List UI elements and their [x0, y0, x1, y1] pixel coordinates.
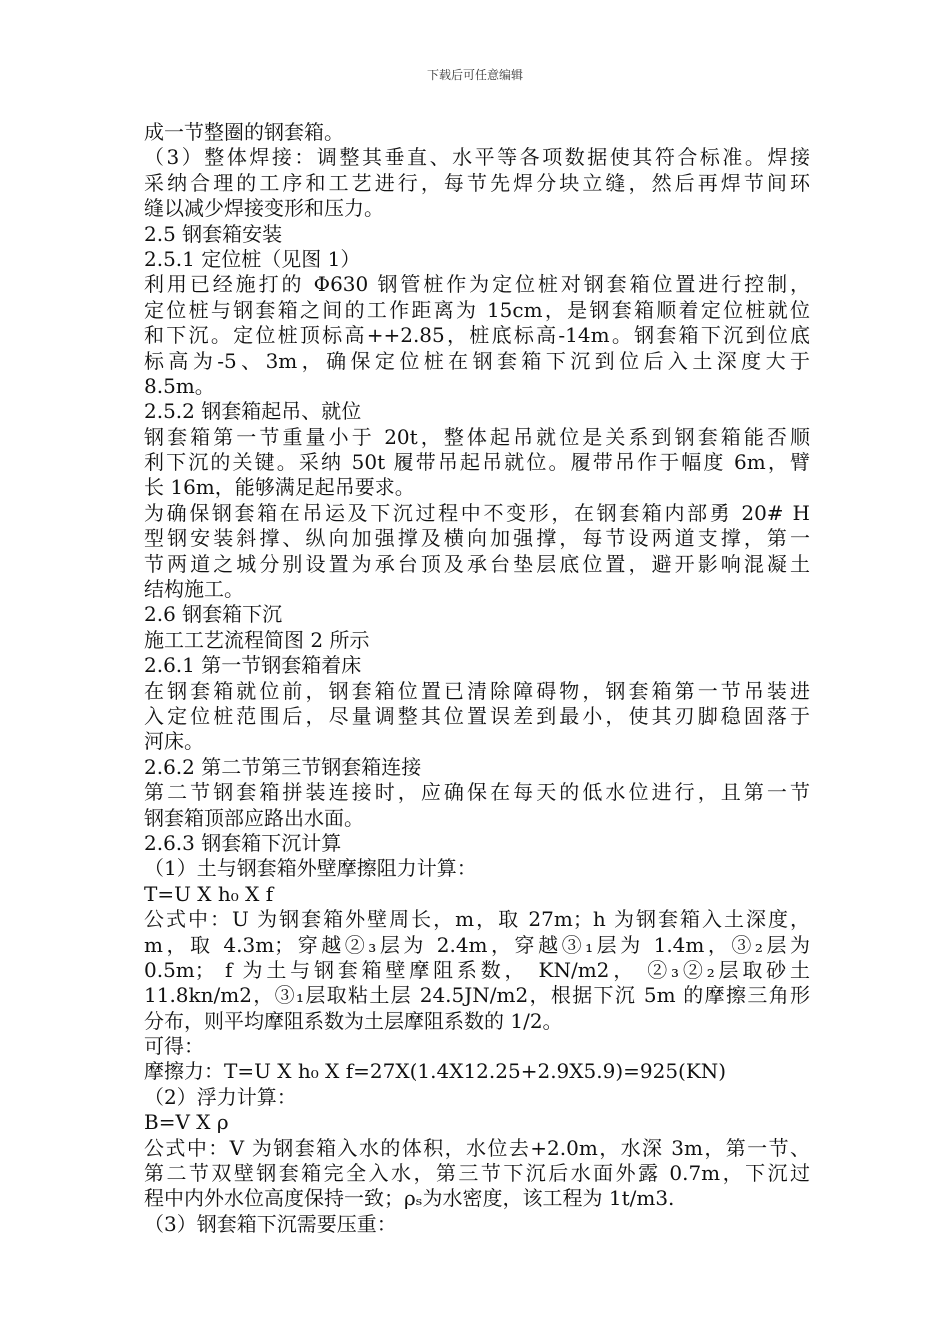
document-body [144, 120, 810, 1237]
text-line: 2.6.2 第二节第三节钢套箱连接 [144, 754, 422, 779]
text-line: 2.5.1 定位桩（见图 1） [144, 246, 361, 271]
text-line: （3）整体焊接：调整其垂直、水平等各项数据使其符合标准。焊接 [144, 145, 810, 170]
text-line: 2.6.3 钢套箱下沉计算 [144, 830, 342, 855]
text-line: 节两道之城分别设置为承台顶及承台垫层底位置，避开影响混凝土 [144, 551, 810, 576]
text-line: 8.5m。 [144, 373, 215, 398]
text-line: （3）钢套箱下沉需要压重： [144, 1211, 397, 1236]
text-line: T=U X h₀ X f [144, 881, 274, 906]
text-line: 和下沉。定位桩顶标高++2.85，桩底标高-14m。钢套箱下沉到位底 [144, 323, 810, 348]
text-line: 钢套箱顶部应路出水面。 [144, 805, 364, 830]
text-line: （1）土与钢套箱外壁摩擦阻力计算： [144, 856, 477, 881]
text-line: 钢套箱第一节重量小于 20t，整体起吊就位是关系到钢套箱能否顺 [144, 424, 810, 449]
text-line: 公式中：U 为钢套箱外壁周长，m，取 27m；h 为钢套箱入土深度， [144, 907, 810, 932]
text-line: 在钢套箱就位前，钢套箱位置已清除障碍物，钢套箱第一节吊装进 [144, 678, 810, 703]
text-line: B=V X ρ [144, 1110, 229, 1135]
text-line: 第二节双壁钢套箱完全入水，第三节下沉后水面外露 0.7m，下沉过 [144, 1161, 810, 1186]
text-line: 结构施工。 [144, 577, 244, 602]
text-line: m，取 4.3m；穿越②₃层为 2.4m，穿越③₁层为 1.4m，③₂层为 [144, 932, 810, 957]
text-line: 河床。 [144, 729, 204, 754]
text-line: 长 16m，能够满足起吊要求。 [144, 475, 415, 500]
text-line: 施工工艺流程简图 2 所示 [144, 627, 370, 652]
text-line: 可得： [144, 1034, 204, 1059]
text-line: 公式中：V 为钢套箱入水的体积，水位去+2.0m，水深 3m，第一节、 [144, 1135, 810, 1160]
text-line: 定位桩与钢套箱之间的工作距离为 15cm，是钢套箱顺着定位桩就位 [144, 297, 810, 322]
page-header: 下载后可任意编辑 [426, 68, 523, 82]
text-line: 0.5m； f 为土与钢套箱壁摩阻系数， KN/m2， ②₃②₂层取砂土 [144, 957, 810, 982]
text-line: 利下沉的关键。采纳 50t 履带吊起吊就位。履带吊作于幅度 6m，臂 [144, 450, 810, 475]
text-line: 缝以减少焊接变形和压力。 [144, 196, 384, 221]
text-line: 入定位桩范围后，尽量调整其位置误差到最小，使其刃脚稳固落于 [144, 703, 810, 728]
text-line: 成一节整圈的钢套箱。 [144, 120, 344, 144]
text-line: 2.5.2 钢套箱起吊、就位 [144, 399, 362, 424]
text-line: 2.6.1 第一节钢套箱着床 [144, 653, 362, 678]
text-line: 2.6 钢套箱下沉 [144, 602, 283, 627]
text-line: 第二节钢套箱拼装连接时，应确保在每天的低水位进行，且第一节 [144, 780, 810, 805]
text-line: 采纳合理的工序和工艺进行，每节先焊分块立缝，然后再焊节间环 [144, 170, 810, 195]
text-line: 2.5 钢套箱安装 [144, 221, 283, 246]
text-line: 为确保钢套箱在吊运及下沉过程中不变形，在钢套箱内部勇 20# H [144, 500, 810, 525]
text-line: 分布，则平均摩阻系数为土层摩阻系数的 1/2。 [144, 1008, 563, 1033]
text-line: 利用已经施打的 Φ630 钢管桩作为定位桩对钢套箱位置进行控制， [144, 272, 810, 297]
text-line: 11.8kn/m2，③₁层取粘土层 24.5JN/m2，根据下沉 5m 的摩擦三角形 [144, 983, 810, 1008]
text-line: （2）浮力计算： [144, 1084, 297, 1109]
text-line: 型钢安装斜撑、纵向加强撑及横向加强撑，每节设两道支撑，第一 [144, 526, 810, 551]
text-line: 标高为-5、3m，确保定位桩在钢套箱下沉到位后入土深度大于 [144, 348, 810, 373]
text-line: 程中内外水位高度保持一致；ρₛ为水密度，该工程为 1t/m3. [144, 1186, 675, 1211]
text-line: 摩擦力：T=U X h₀ X f=27X(1.4X12.25+2.9X5.9)=925(KN) [144, 1059, 727, 1084]
